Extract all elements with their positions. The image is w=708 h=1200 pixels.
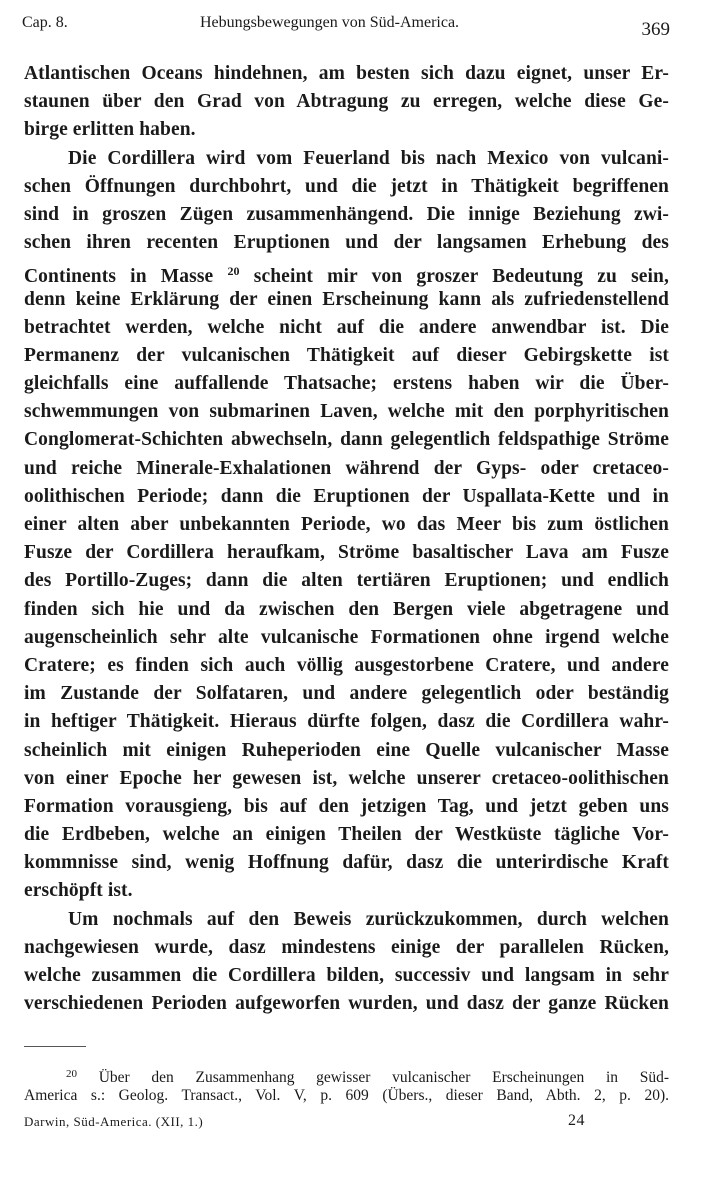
text-line: schen Öffnungen durchbohrt, und die jetzt in Thätigkeit begriffenen	[24, 175, 669, 197]
text-line: betrachtet werden, welche nicht auf die andere anwendbar ist. Die	[24, 316, 669, 338]
text-line: augenscheinlich sehr alte vulcanische Formationen ohne irgend welche	[24, 626, 669, 648]
text-line: kommnisse sind, wenig Hoffnung dafür, dasz die unterirdische Kraft	[24, 852, 669, 874]
footnote-reference: 20	[227, 264, 240, 279]
text-line: des Portillo-Zuges; dann die alten tertiären Eruptionen; und endlich	[24, 570, 669, 592]
text-line: denn keine Erklärung der einen Erscheinung kann als zufriedenstellend	[24, 288, 669, 310]
text-line: gleichfalls eine auffallende Thatsache; erstens haben wir die Über-	[24, 373, 669, 395]
text-line: oolithischen Periode; dann die Eruptionen der Uspallata-Kette und in	[24, 485, 669, 507]
signature-text: Darwin, Süd-America. (XII, 1.)	[24, 1114, 204, 1129]
footnote-text: Über den Zusammenhang gewisser vulcanischer Erscheinungen in Süd-	[98, 1069, 669, 1086]
text-line: einer alten aber unbekannten Periode, wo das Meer bis zum östlichen	[24, 514, 669, 535]
footnote-line: America s.: Geolog. Transact., Vol. V, p. 609 (Übers., dieser Band, Abth. 2, p. 20).	[24, 1087, 669, 1104]
text-line: Die Cordillera wird vom Feuerland bis nach Mexico von vulcani-	[68, 147, 669, 169]
footnote-line	[24, 1063, 669, 1085]
text-line: Cratere; es finden sich auch völlig ausgestorbene Cratere, und andere	[24, 654, 669, 676]
text-line: finden sich hie und da zwischen den Bergen viele abgetragene und	[24, 598, 669, 620]
page-number: 369	[641, 19, 670, 40]
text-segment: scheint mir von groszer Bedeutung zu sein,	[253, 266, 669, 288]
running-title: Hebungsbewegungen von Süd-America.	[200, 14, 460, 31]
text-line: sind in groszen Zügen zusammenhängend. Die innige Beziehung zwi-	[24, 203, 669, 225]
chapter-label: Cap. 8.	[22, 14, 68, 31]
text-line: Fusze der Cordillera heraufkam, Ströme basaltischer Lava am Fusze	[24, 542, 669, 564]
signature-number: 24	[568, 1112, 585, 1129]
text-line: in heftiger Thätigkeit. Hieraus dürfte folgen, dasz die Cordillera wahr-	[24, 711, 669, 733]
text-line: Um nochmals auf den Beweis zurückzukommen, durch welchen	[68, 908, 669, 930]
text-line: welche zusammen die Cordillera bilden, successiv und langsam in sehr	[24, 965, 669, 986]
text-line: von einer Epoche her gewesen ist, welche unserer cretaceo-oolithischen	[24, 767, 669, 789]
text-line: Formation vorausgieng, bis auf den jetzigen Tag, und jetzt geben uns	[24, 795, 669, 817]
text-line: schen ihren recenten Eruptionen und der langsamen Erhebung des	[24, 232, 669, 254]
body-text	[24, 60, 669, 1018]
footnote-divider	[24, 1046, 86, 1047]
text-line: Atlantischen Oceans hindehnen, am besten sich dazu eignet, unser Er-	[24, 63, 669, 84]
text-segment: Continents in Masse	[24, 266, 214, 288]
footnote	[24, 1063, 669, 1107]
footnote-number: 20	[66, 1068, 77, 1080]
text-line: schwemmungen von submarinen Laven, welche mit den porphyritischen	[24, 401, 669, 423]
text-line: im Zustande der Solfataren, und andere gelegentlich oder beständig	[24, 683, 669, 705]
text-line: die Erdbeben, welche an einigen Theilen der Westküste tägliche Vor-	[24, 824, 669, 846]
text-line: staunen über den Grad von Abtragung zu erregen, welche diese Ge-	[24, 91, 669, 113]
text-line: erschöpft ist.	[24, 880, 133, 902]
text-line: verschiedenen Perioden aufgeworfen wurden, und dasz der ganze Rücken	[24, 993, 669, 1015]
text-line: und reiche Minerale-Exhalationen während der Gyps- oder cretaceo-	[24, 457, 669, 479]
text-line: scheinlich mit einigen Ruheperioden eine Quelle vulcanischer Masse	[24, 739, 669, 761]
text-line: birge erlitten haben.	[24, 119, 196, 141]
text-line: nachgewiesen wurde, dasz mindestens einige der parallelen Rücken,	[24, 936, 669, 958]
running-header	[22, 14, 670, 44]
text-line: Permanenz der vulcanischen Thätigkeit auf dieser Gebirgskette ist	[24, 344, 669, 366]
text-line-with-footnote-ref	[24, 257, 669, 288]
text-line: Conglomerat-Schichten abwechseln, dann gelegentlich feldspathige Ströme	[24, 429, 669, 451]
